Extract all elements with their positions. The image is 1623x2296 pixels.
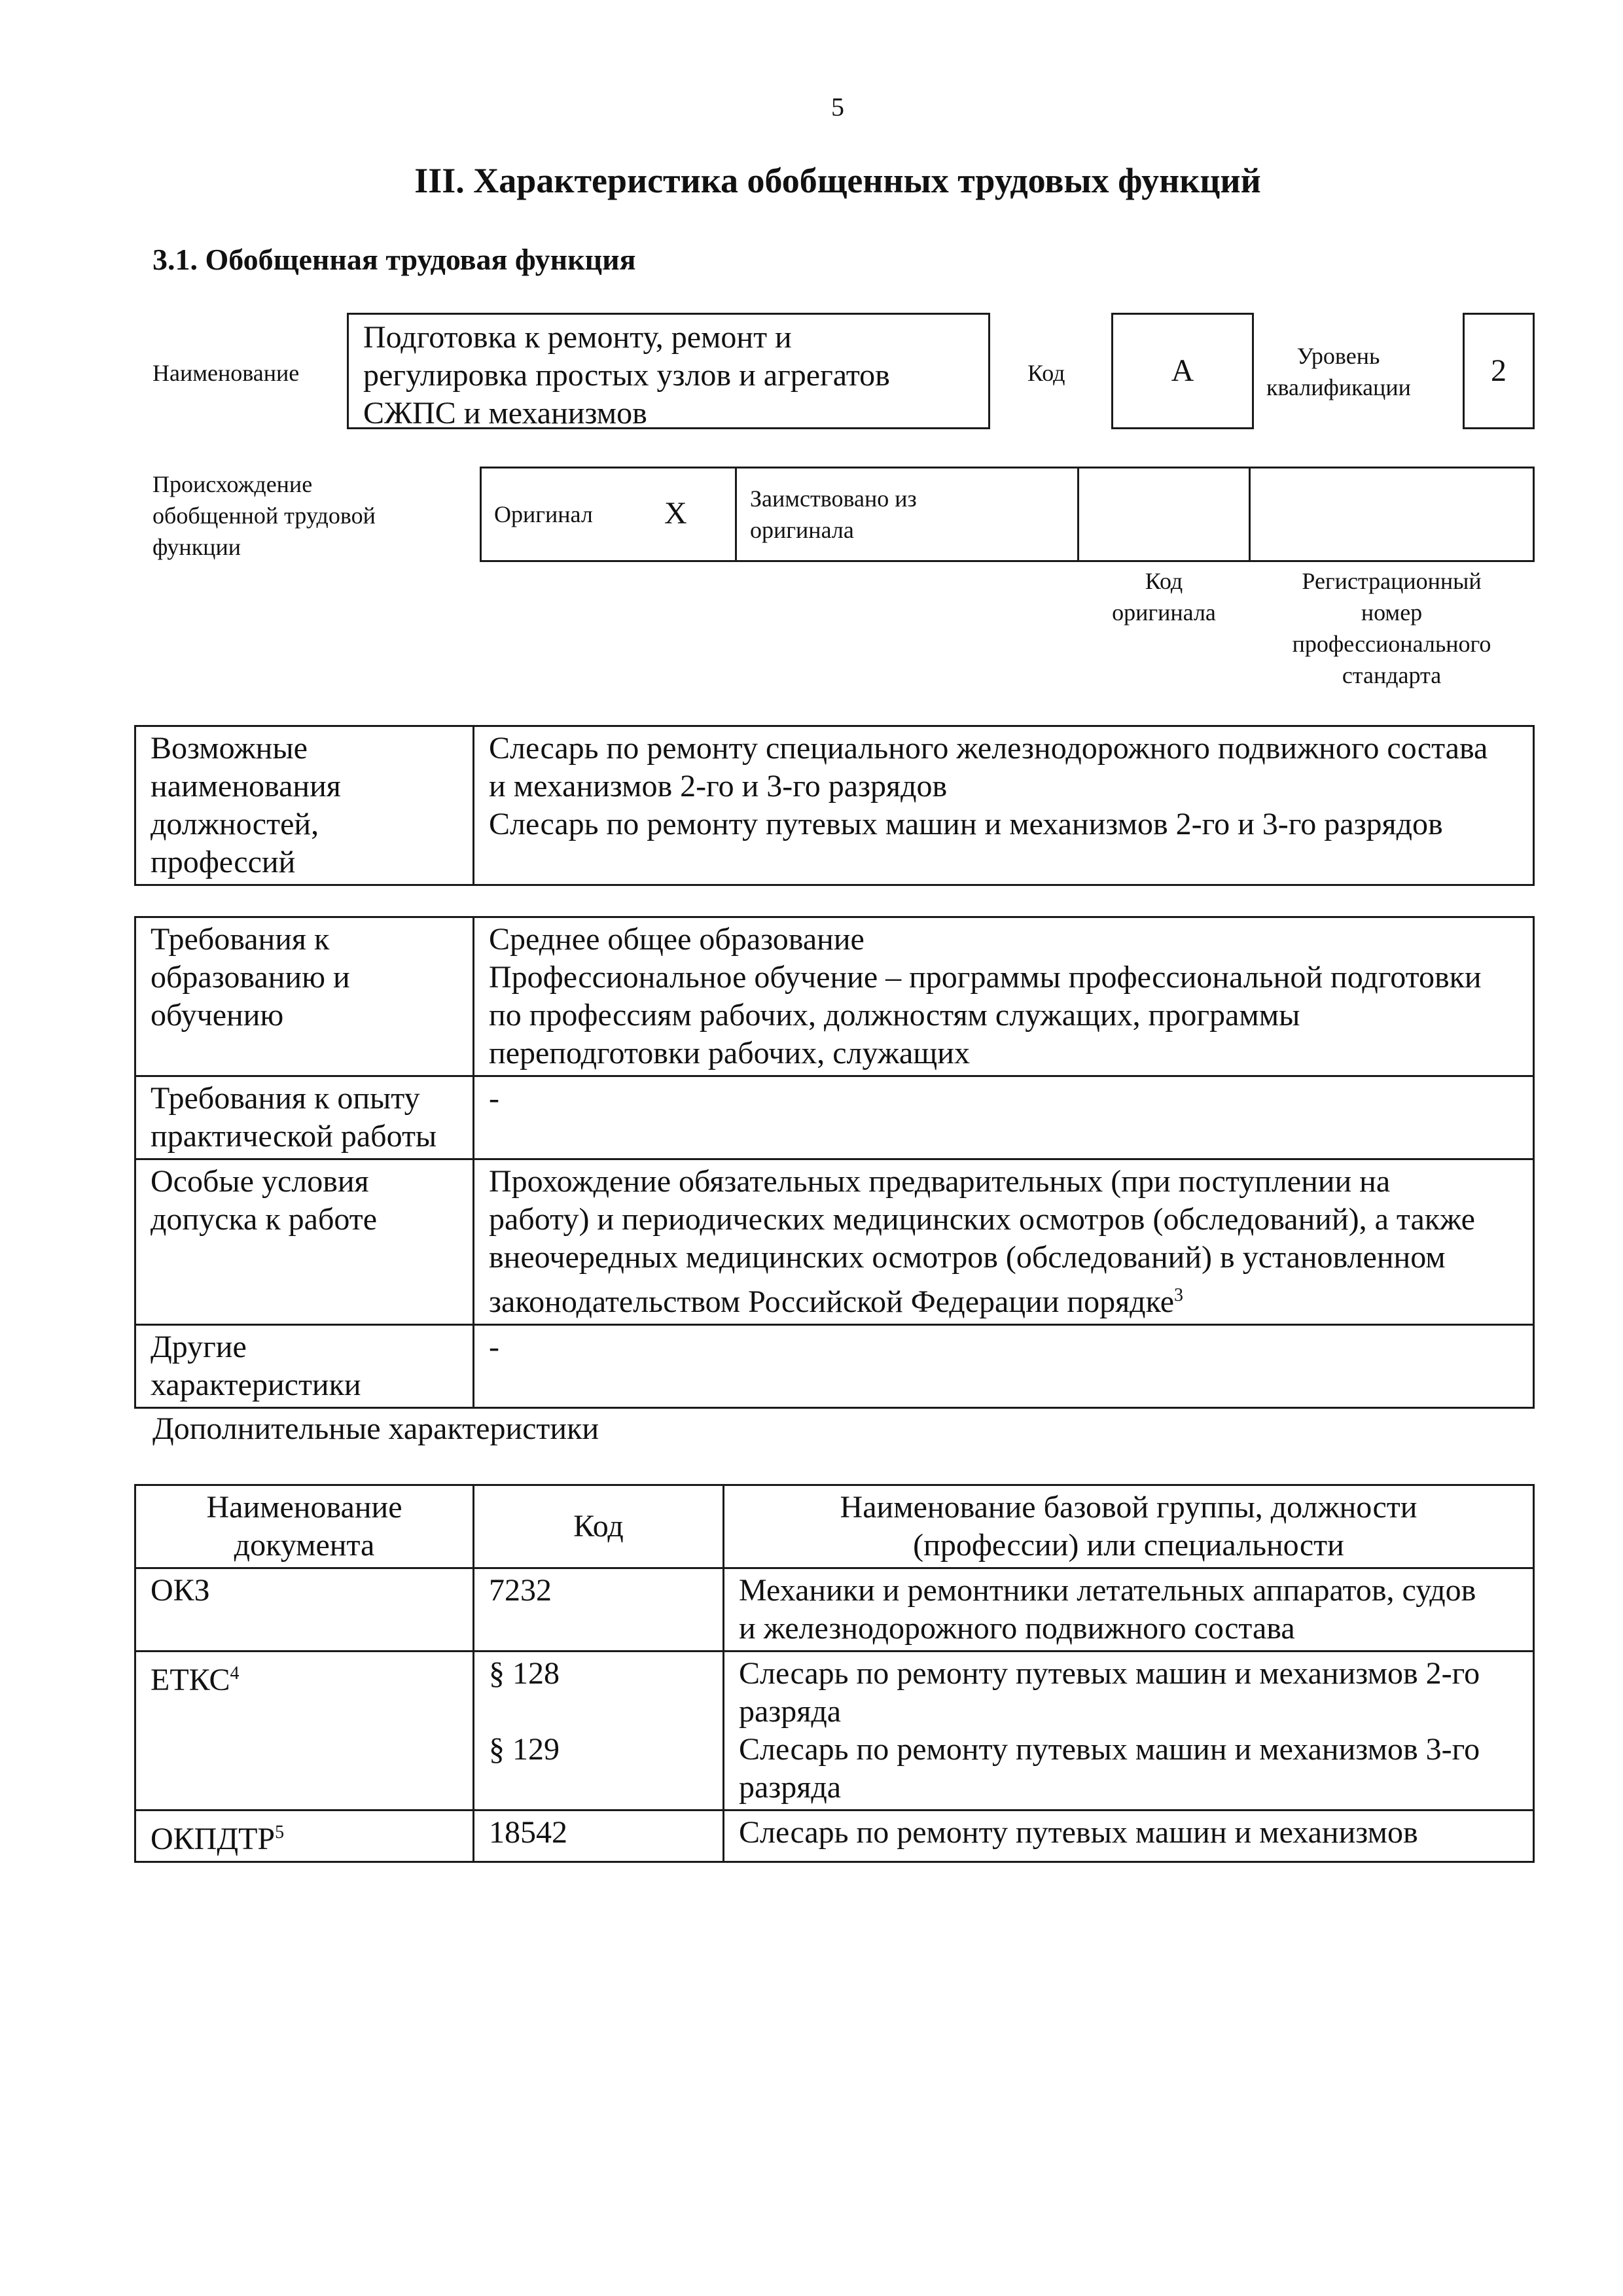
- level-label: [1266, 340, 1410, 403]
- cell-line: и механизмов 2-го и 3-го разрядов: [489, 769, 948, 804]
- cell-text: ОКПДТР: [151, 1822, 276, 1856]
- name-cell: [724, 1651, 1534, 1810]
- requirement-value-cell: [474, 1159, 1534, 1325]
- requirements-table: [134, 916, 1535, 1409]
- cell-line: образованию и: [151, 960, 350, 995]
- original-label: Оригинал: [494, 501, 593, 527]
- spacer: [489, 1693, 708, 1731]
- requirement-value-cell: [474, 1325, 1534, 1408]
- code-label: Код: [1027, 360, 1065, 386]
- cell-line: Слесарь по ремонту путевых машин и механизмов 2-го и 3-го разрядов: [489, 807, 1443, 841]
- registration-caption: [1249, 565, 1535, 691]
- name-cell: Слесарь по ремонту путевых машин и механизмов: [724, 1810, 1534, 1862]
- origin-label-line: обобщенной трудовой: [152, 503, 376, 529]
- caption-line: профессионального: [1292, 631, 1491, 657]
- divider: [1077, 467, 1079, 562]
- requirement-label-cell: [135, 917, 474, 1076]
- requirement-label-cell: [135, 1159, 474, 1325]
- cell-line: Другие: [151, 1330, 247, 1364]
- footnote-ref: 4: [230, 1663, 240, 1684]
- cell-line: практической работы: [151, 1119, 437, 1154]
- cell-line: Наименование: [206, 1490, 402, 1525]
- header-cell: [135, 1485, 474, 1568]
- cell-line: обучению: [151, 998, 284, 1033]
- cell-line: по профессиям рабочих, должностям служащих, программы: [489, 998, 1300, 1033]
- cell-line: Механики и ремонтники летательных аппаратов, судов: [739, 1573, 1476, 1608]
- name-label: Наименование: [152, 360, 300, 386]
- requirement-value-cell: [474, 1076, 1534, 1159]
- cell-text: законодательством Российской Федерации порядке: [489, 1284, 1174, 1319]
- additional-table: [134, 1484, 1535, 1863]
- cell-line: -: [489, 1081, 499, 1116]
- cell-line: допуска к работе: [151, 1202, 378, 1237]
- cell-line: Особые условия: [151, 1164, 369, 1199]
- cell-line: профессий: [151, 845, 296, 879]
- cell-line: Требования к опыту: [151, 1081, 420, 1116]
- cell-line: Возможные: [151, 731, 308, 766]
- cell-line: Среднее общее образование: [489, 922, 865, 957]
- borrowed-label: [750, 483, 917, 546]
- cell-line: внеочередных медицинских осмотров (обследований) в установленном: [489, 1240, 1446, 1275]
- cell-line: Слесарь по ремонту специального железнодорожного подвижного состава: [489, 731, 1488, 766]
- header-cell: Код: [474, 1485, 724, 1568]
- cell-line: работу) и периодических медицинских осмотров (обследований), а также: [489, 1202, 1475, 1237]
- positions-label-cell: [135, 726, 474, 885]
- origin-label: [152, 468, 376, 563]
- function-name-line: СЖПС и механизмов: [363, 396, 647, 431]
- additional-title: Дополнительные характеристики: [152, 1411, 599, 1446]
- positions-table: [134, 725, 1535, 886]
- code-cell: [474, 1651, 724, 1810]
- table-header-row: [135, 1485, 1534, 1568]
- caption-line: номер: [1361, 599, 1423, 626]
- requirement-value-cell: [474, 917, 1534, 1076]
- borrowed-label-line: Заимствовано из: [750, 486, 917, 512]
- divider: [735, 467, 737, 562]
- positions-value-cell: [474, 726, 1534, 885]
- code-cell: 7232: [474, 1568, 724, 1651]
- cell-line: и железнодорожного подвижного состава: [739, 1611, 1295, 1646]
- requirement-label-cell: [135, 1076, 474, 1159]
- doc-cell: ОКЗ: [135, 1568, 474, 1651]
- page-number: 5: [831, 92, 844, 122]
- cell-text: ЕТКС: [151, 1663, 230, 1697]
- table-row: [135, 1076, 1534, 1159]
- level-value-box: 2: [1463, 313, 1535, 429]
- cell-line: наименования: [151, 769, 341, 804]
- origin-label-line: функции: [152, 534, 241, 560]
- origin-box: [480, 467, 1535, 562]
- code-cell: 18542: [474, 1810, 724, 1862]
- cell-line: документа: [234, 1528, 375, 1563]
- caption-line: Регистрационный: [1302, 568, 1482, 594]
- cell-line: разряда: [739, 1770, 842, 1805]
- function-name-line: регулировка простых узлов и агрегатов: [363, 358, 890, 393]
- cell-line: Профессиональное обучение – программы профессиональной подготовки: [489, 960, 1482, 995]
- original-code-caption: [1077, 565, 1251, 628]
- section-title: III. Характеристика обобщенных трудовых функций: [414, 161, 1261, 200]
- caption-line: оригинала: [1112, 599, 1216, 626]
- borrowed-label-line: оригинала: [750, 517, 854, 543]
- cell-line: -: [489, 1330, 499, 1364]
- doc-cell: [135, 1810, 474, 1862]
- table-row: [135, 917, 1534, 1076]
- footnote-ref: 3: [1174, 1285, 1183, 1305]
- footnote-ref: 5: [275, 1822, 285, 1843]
- cell-line: Слесарь по ремонту путевых машин и механизмов 2-го: [739, 1656, 1480, 1691]
- cell-line: Наименование базовой группы, должности: [840, 1490, 1418, 1525]
- doc-cell: [135, 1651, 474, 1810]
- cell-line: характеристики: [151, 1368, 361, 1402]
- cell-line: Слесарь по ремонту путевых машин и механизмов 3-го: [739, 1732, 1480, 1767]
- cell-line: должностей,: [151, 807, 319, 841]
- caption-line: Код: [1145, 568, 1183, 594]
- cell-line: § 129: [489, 1732, 560, 1767]
- cell-line: Требования к: [151, 922, 330, 957]
- cell-line: переподготовки рабочих, служащих: [489, 1036, 970, 1070]
- header-cell: [724, 1485, 1534, 1568]
- cell-line: (профессии) или специальности: [913, 1528, 1344, 1563]
- function-name-box: [347, 313, 990, 429]
- level-label-line: квалификации: [1266, 374, 1411, 400]
- divider: [1249, 467, 1251, 562]
- cell-line: разряда: [739, 1694, 842, 1729]
- original-mark: X: [664, 496, 687, 531]
- origin-label-line: Происхождение: [152, 471, 313, 497]
- caption-line: стандарта: [1342, 662, 1442, 688]
- cell-line: [489, 1277, 1518, 1321]
- subsection-title: 3.1. Обобщенная трудовая функция: [152, 243, 636, 276]
- level-label-line: Уровень: [1296, 343, 1380, 369]
- requirement-label-cell: [135, 1325, 474, 1408]
- cell-line: Прохождение обязательных предварительных (при поступлении на: [489, 1164, 1391, 1199]
- function-name-line: Подготовка к ремонту, ремонт и: [363, 320, 792, 355]
- name-cell: [724, 1568, 1534, 1651]
- table-row: [135, 1810, 1534, 1862]
- table-row: [135, 726, 1534, 885]
- cell-line: § 128: [489, 1656, 560, 1691]
- table-row: [135, 1325, 1534, 1408]
- code-value-box: A: [1111, 313, 1254, 429]
- table-row: [135, 1159, 1534, 1325]
- table-row: [135, 1568, 1534, 1651]
- table-row: [135, 1651, 1534, 1810]
